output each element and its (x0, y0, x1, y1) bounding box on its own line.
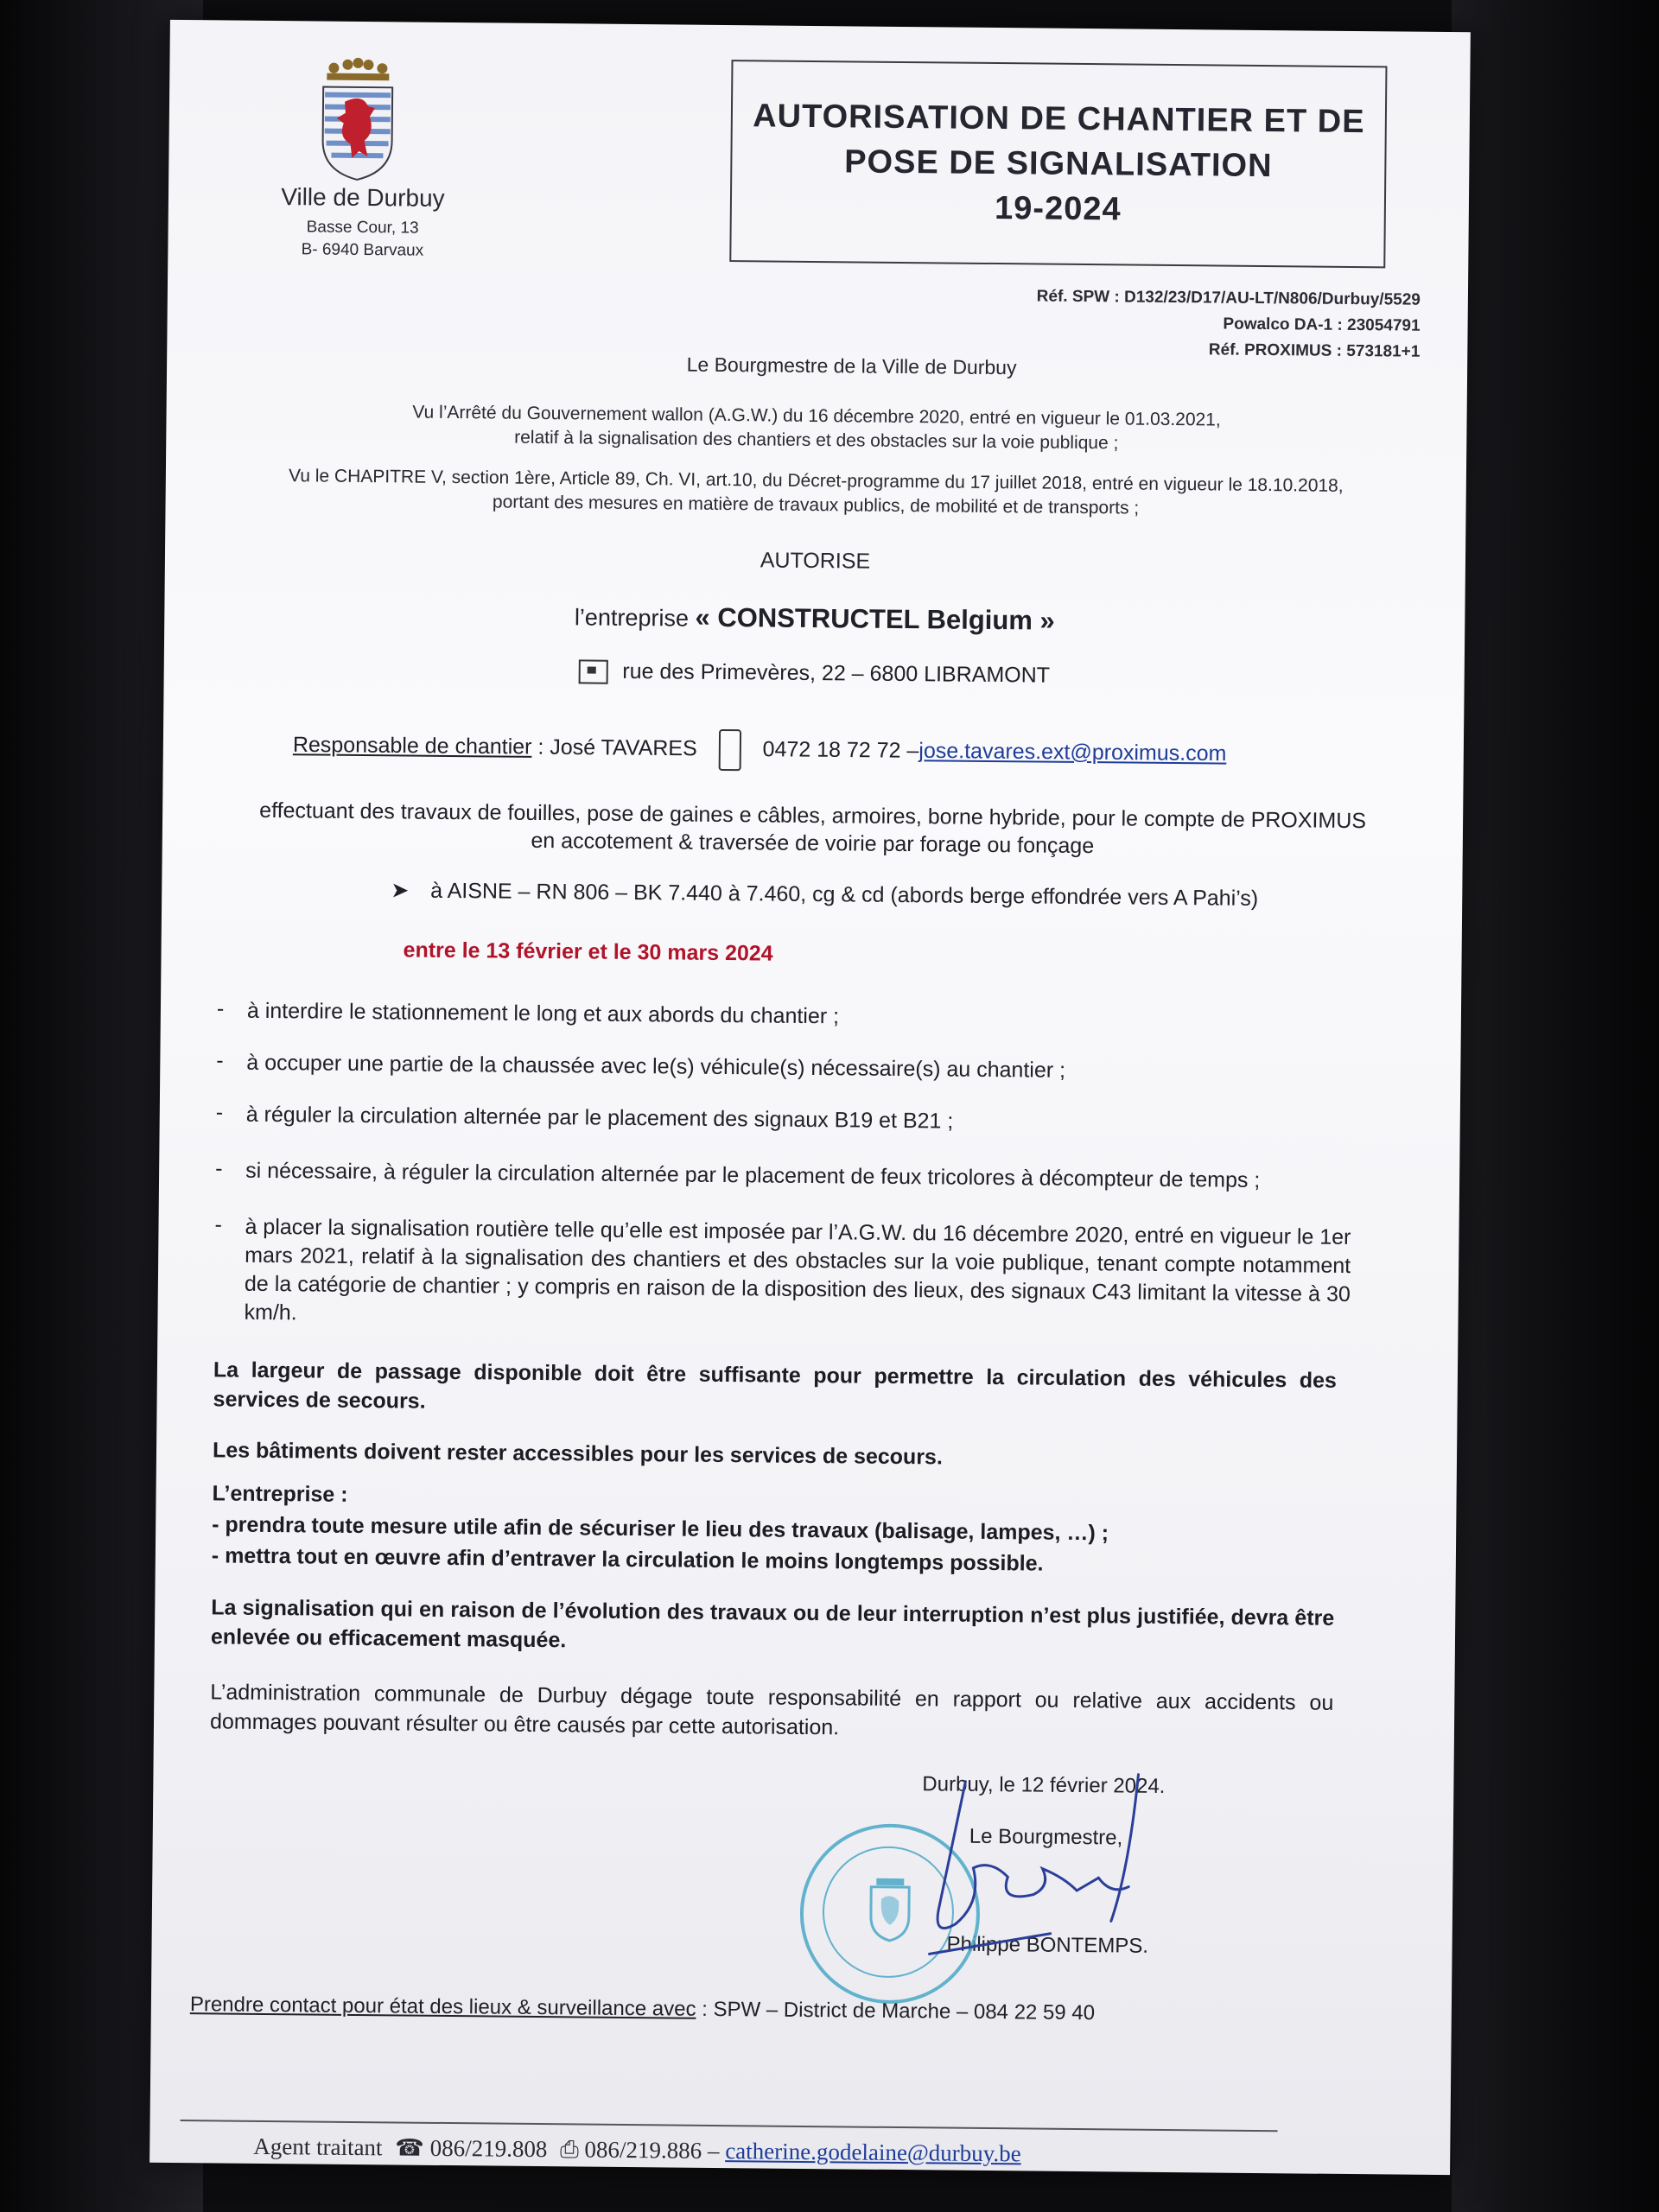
phone-icon: ☎ (395, 2134, 425, 2161)
ref-proximus: Réf. PROXIMUS : 573181+1 (1208, 340, 1421, 361)
works-dates: entre le 13 février et le 30 mars 2024 (403, 938, 773, 966)
vu1-line-2: relatif à la signalisation des chantiers et des obstacles sur la voie publique ; (514, 427, 1119, 454)
condition-buildings: Les bâtiments doivent rester accessibles pour les services de secours. (212, 1438, 944, 1470)
contact-label: Prendre contact pour état des lieux & surveillance avec (189, 1993, 696, 2021)
phone-icon (718, 729, 741, 771)
footer-email[interactable]: catherine.godelaine@durbuy.be (725, 2138, 1021, 2167)
footer-fax: 086/219.886 – (584, 2136, 720, 2164)
handwritten-signature (912, 1764, 1207, 1965)
address-line-2: B- 6940 Barvaux (301, 240, 424, 260)
condition-disclaimer: L’administration communale de Durbuy dégage toute responsabilité en rapport ou relative aux accidents ou dommages pouvant résulter ou être causés par cette autorisation. (209, 1680, 1334, 1740)
title-line-3: 19-2024 (994, 190, 1122, 228)
responsible-email[interactable]: jose.tavares.ext@proximus.com (918, 738, 1227, 766)
responsible-line: Responsable de chantier : José TAVARES 0472 18 72 72 –jose.tavares.ext@proximus.com (293, 725, 1364, 777)
bullet-item-1: à interdire le stationnement le long et aux abords du chantier ; (246, 998, 840, 1029)
signature-date: Durbuy, le 12 février 2024. (922, 1772, 1166, 1798)
condition-company-header: L’entreprise : (212, 1481, 348, 1507)
company-prefix: l’entreprise (574, 604, 690, 632)
city-name: Ville de Durbuy (281, 183, 445, 212)
company-name: « CONSTRUCTEL Belgium » (695, 601, 1055, 636)
condition-company-item-1: - prendra toute mesure utile afin de sécuriser le lieu des travaux (balisage, lampes, …) ; (212, 1512, 1109, 1546)
title-line-2: POSE DE SIGNALISATION (844, 143, 1273, 185)
footer-phone: 086/219.808 (429, 2134, 548, 2163)
contact-line (190, 1993, 1095, 2025)
signature-name: Philippe BONTEMPS. (946, 1932, 1149, 1958)
responsible-phone: 0472 18 72 72 (762, 737, 901, 763)
bullet-dash: - (215, 1100, 224, 1125)
condition-company-item-2: - mettra tout en œuvre afin d’entraver la circulation le moins longtemps possible. (211, 1543, 1044, 1576)
document-page (149, 20, 1471, 2175)
footer-agent-label: Agent traitant (253, 2133, 383, 2161)
bullet-dash: - (216, 996, 225, 1021)
bullet-item-2: à occuper une partie de la chaussée avec le(s) véhicule(s) nécessaire(s) au chantier ; (246, 1050, 1066, 1083)
bullet-dash: - (214, 1212, 223, 1237)
bullet-dash: - (216, 1048, 224, 1073)
signature-title: Le Bourgmestre, (969, 1824, 1123, 1850)
company-address-line (164, 655, 1465, 693)
authority-line: Le Bourgmestre de la Ville de Durbuy (686, 353, 1017, 379)
works-location: à AISNE – RN 806 – BK 7.440 à 7.460, cg & cd (abords berge effondrée vers A Pahi’s) (430, 878, 1259, 911)
footer (253, 2133, 1290, 2171)
condition-width: La largeur de passage disponible doit être suffisante pour permettre la circulation des véhicules des services de secours. (213, 1357, 1338, 1414)
company-address: rue des Primevères, 22 – 6800 LIBRAMONT (622, 658, 1051, 688)
autorise-heading: AUTORISE (760, 548, 871, 574)
vu2-line-2: portant des mesures en matière de travaux publics, de mobilité et de transports ; (492, 492, 1140, 518)
stamp-crest-icon (864, 1875, 917, 1945)
works-line-1: effectuant des travaux de fouilles, pose de gaines e câbles, armoires, borne hybride, pour le compte de PROXIMUS (259, 798, 1367, 834)
background-frame-right (1452, 0, 1659, 2212)
mail-icon (578, 660, 607, 684)
responsible-label: Responsable de chantier (292, 732, 532, 760)
works-line-2: en accotement & traversée de voirie par forage ou fonçage (531, 828, 1095, 859)
bullet-item-4: si nécessaire, à réguler la circulation alternée par le placement de feux tricolores à décompteur de temps ; (245, 1158, 1261, 1193)
vu2-line-1: Vu le CHAPITRE V, section 1ère, Article 89, Ch. VI, art.10, du Décret-programme du 17 juillet 2018, entré en vigueur le 18.10.2018, (288, 466, 1344, 496)
city-crest-icon (314, 54, 401, 184)
fax-icon: ⎙ (560, 2136, 579, 2163)
bullet-item-3: à réguler la circulation alternée par le placement des signaux B19 et B21 ; (245, 1102, 954, 1134)
responsible-name: : José TAVARES (537, 734, 697, 761)
title-line-1: AUTORISATION DE CHANTIER ET DE (752, 98, 1365, 141)
address-line-1: Basse Cour, 13 (306, 218, 419, 238)
location-line (391, 877, 1384, 912)
vu1-line-1: Vu l’Arrêté du Gouvernement wallon (A.G.W.) du 16 décembre 2020, entré en vigueur le 01.03.2021, (412, 402, 1221, 430)
contact-value: : SPW – District de Marche – 084 22 59 40 (702, 1997, 1096, 2025)
ref-powalco: Powalco DA-1 : 23054791 (1223, 315, 1421, 335)
company-line (164, 597, 1465, 640)
ref-spw: Réf. SPW : D132/23/D17/AU-LT/N806/Durbuy/5529 (1036, 287, 1421, 309)
city-address (263, 216, 461, 263)
title-box (729, 60, 1387, 268)
condition-signalisation: La signalisation qui en raison de l’évolution des travaux ou de leur interruption n’est plus justifiée, devra être enlevée ou efficacement masquée. (210, 1595, 1335, 1653)
bullet-item-5: à placer la signalisation routière telle qu’elle est imposée par l’A.G.W. du 16 décembre 2020, entré en vigueur le 1er mars 2021, relatif à la signalisation des chantiers et des obstacles sur la voie publique, tenant compte notamment de la catégorie de chantier ; y compris en raison de la disposition des lieux, des signaux C43 limitant la vitesse à 30 km/h. (244, 1214, 1351, 1325)
bullet-dash: - (215, 1156, 223, 1181)
arrow-bullet-icon: ➤ (391, 878, 410, 903)
footer-divider (181, 2120, 1278, 2132)
